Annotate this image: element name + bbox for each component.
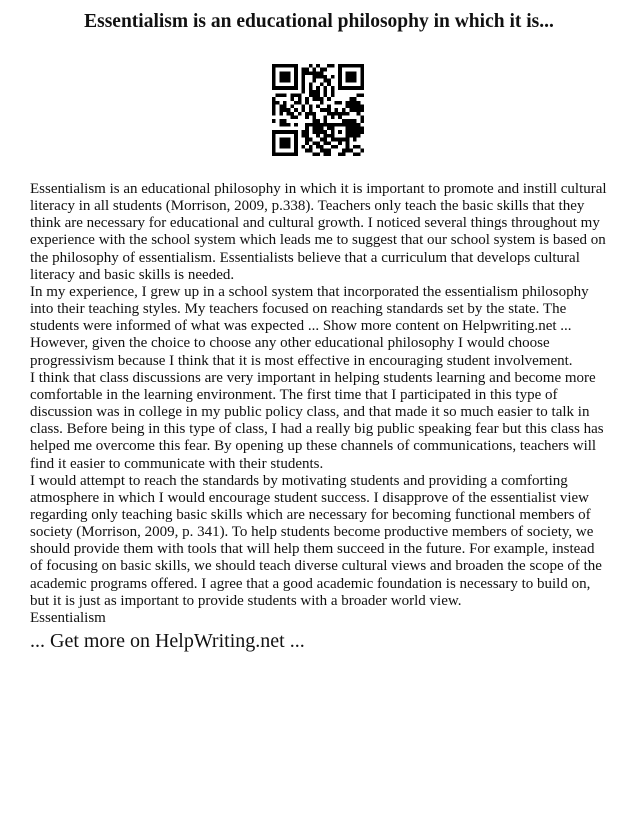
body-text bbox=[30, 181, 610, 627]
paragraph: Essentialism bbox=[30, 609, 106, 626]
get-more-link[interactable]: ... Get more on HelpWriting.net ... bbox=[30, 630, 305, 652]
qr-code-icon[interactable] bbox=[272, 64, 364, 156]
paragraph: I would attempt to reach the standards by motivating students and providing a comforting atmosphere in which I would encourage student success. I disapprove of the essentialist view regarding only teaching basic skills which are necessary for becoming functional members of society (Morrison, 2009, p. 341). To help students become productive members of society, we should provide them with tools that will help them succeed in the future. For example, instead of focusing on basic skills, we should teach diverse cultural views and broaden the scope of the academic programs offered. I agree that a good academic foundation is necessary to build on, but it is just as important to provide students with a broader world view. bbox=[30, 472, 602, 609]
paragraph: I think that class discussions are very important in helping students learning and become more comfortable in the learning environment. The first time that I participated in this type of discussion was in college in my public policy class, and that made it so much easier to talk in class. Before being in this type of class, I had a really big public speaking fear but this class has helped me overcome this fear. By opening up these channels of communications, teachers will find it easier to communicate with their students. bbox=[30, 369, 604, 472]
paragraph: However, given the choice to choose any other educational philosophy I would choose progressivism because I think that it is most effective in encouraging student involvement. bbox=[30, 335, 573, 369]
paragraph: In my experience, I grew up in a school system that incorporated the essentialism philosophy into their teaching styles. My teachers focused on reaching standards set by the state. The students were informed of what was expected ... Show more content on Helpwriting.net ... bbox=[30, 283, 589, 335]
document-title: Essentialism is an educational philosophy in which it is... bbox=[84, 11, 554, 32]
paragraph: Essentialism is an educational philosophy in which it is important to promote and instill cultural literacy in all students (Morrison, 2009, p.338). Teachers only teach the basic skills that they think are necessary for educational and cultural growth. I noticed several things throughout my experience with the school system which leads me to suggest that our school system is based on the philosophy of essentialism. Essentialists believe that a curriculum that develops cultural literacy and basic skills is needed. bbox=[30, 181, 607, 283]
